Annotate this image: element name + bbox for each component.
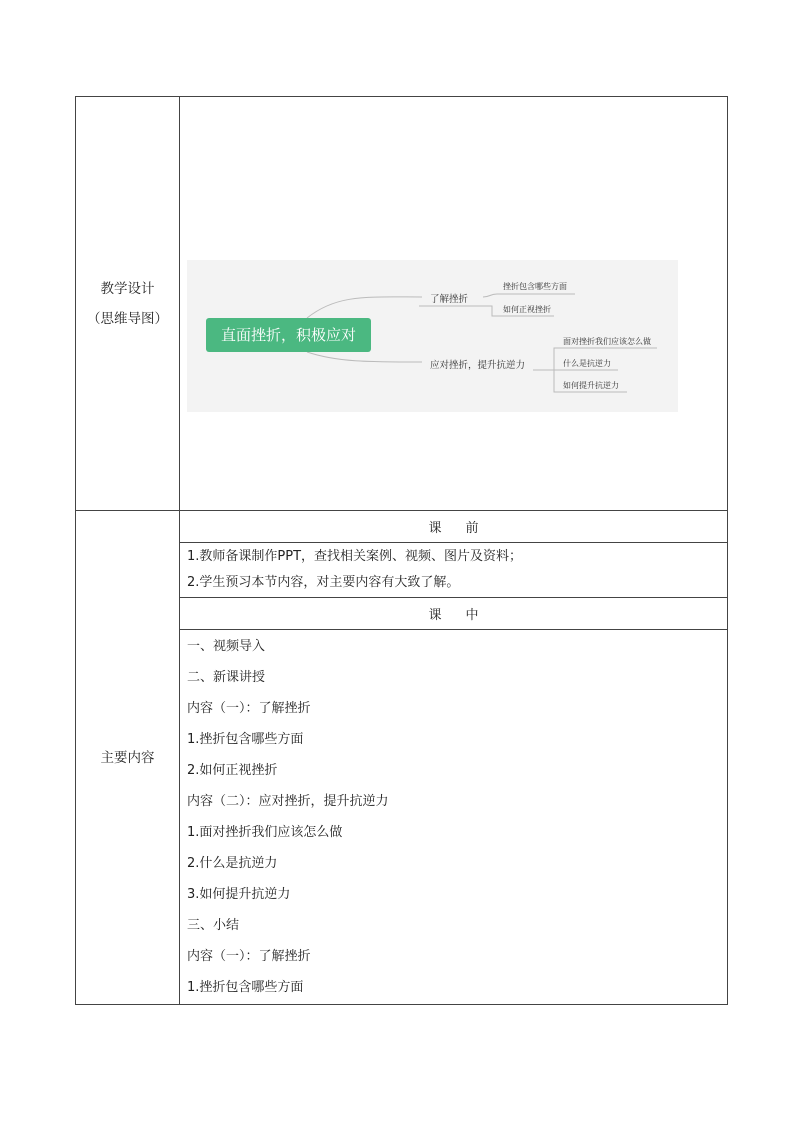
content-label-cell	[76, 511, 180, 1005]
in-class-heading	[180, 598, 728, 630]
in-class-line: 内容（一）：了解挫折	[187, 949, 311, 964]
in-class-line: 2.如何正视挫折	[187, 763, 278, 778]
before-class-line: 2.学生预习本节内容，对主要内容有大致了解。	[187, 575, 460, 590]
mindmap	[187, 260, 678, 412]
mindmap-cell	[180, 97, 728, 511]
design-row	[76, 97, 728, 511]
in-class-line: 一、视频导入	[187, 639, 266, 654]
design-label-line2: （思维导图）	[87, 310, 168, 327]
design-label-cell	[76, 97, 180, 511]
before-class-heading-a: 课	[428, 521, 442, 536]
before-class-head-row	[76, 511, 728, 543]
in-class-line: 2.什么是抗逆力	[187, 856, 278, 871]
mindmap-root-node: 直面挫折，积极应对	[206, 318, 371, 352]
mindmap-leaf: 什么是抗逆力	[563, 359, 611, 368]
before-class-heading-b: 前	[465, 521, 479, 536]
before-class-body	[180, 543, 728, 598]
mindmap-leaf: 如何提升抗逆力	[563, 381, 619, 390]
before-class-line: 1.教师备课制作PPT，查找相关案例、视频、图片及资料；	[187, 549, 523, 564]
in-class-line: 内容（二）：应对挫折，提升抗逆力	[187, 794, 389, 809]
design-label-line1: 教学设计	[100, 280, 155, 297]
mindmap-leaf: 挫折包含哪些方面	[503, 282, 567, 291]
content-label: 主要内容	[100, 749, 155, 766]
mindmap-leaf: 面对挫折我们应该怎么做	[563, 337, 651, 346]
mindmap-branch-cope: 应对挫折，提升抗逆力	[430, 360, 526, 371]
in-class-line: 1.挫折包含哪些方面	[187, 980, 304, 995]
in-class-line: 二、新课讲授	[187, 670, 266, 685]
in-class-line: 内容（一）：了解挫折	[187, 701, 311, 716]
in-class-line: 3.如何提升抗逆力	[187, 887, 291, 902]
mindmap-leaf: 如何正视挫折	[503, 305, 551, 314]
lesson-plan-table	[75, 96, 728, 1005]
in-class-line: 三、小结	[187, 918, 240, 933]
in-class-line: 1.挫折包含哪些方面	[187, 732, 304, 747]
before-class-heading	[180, 511, 728, 543]
in-class-body	[180, 630, 728, 1005]
in-class-heading-b: 中	[465, 608, 479, 623]
mindmap-branch-understand: 了解挫折	[430, 294, 469, 305]
in-class-heading-a: 课	[428, 608, 442, 623]
in-class-line: 1.面对挫折我们应该怎么做	[187, 825, 343, 840]
